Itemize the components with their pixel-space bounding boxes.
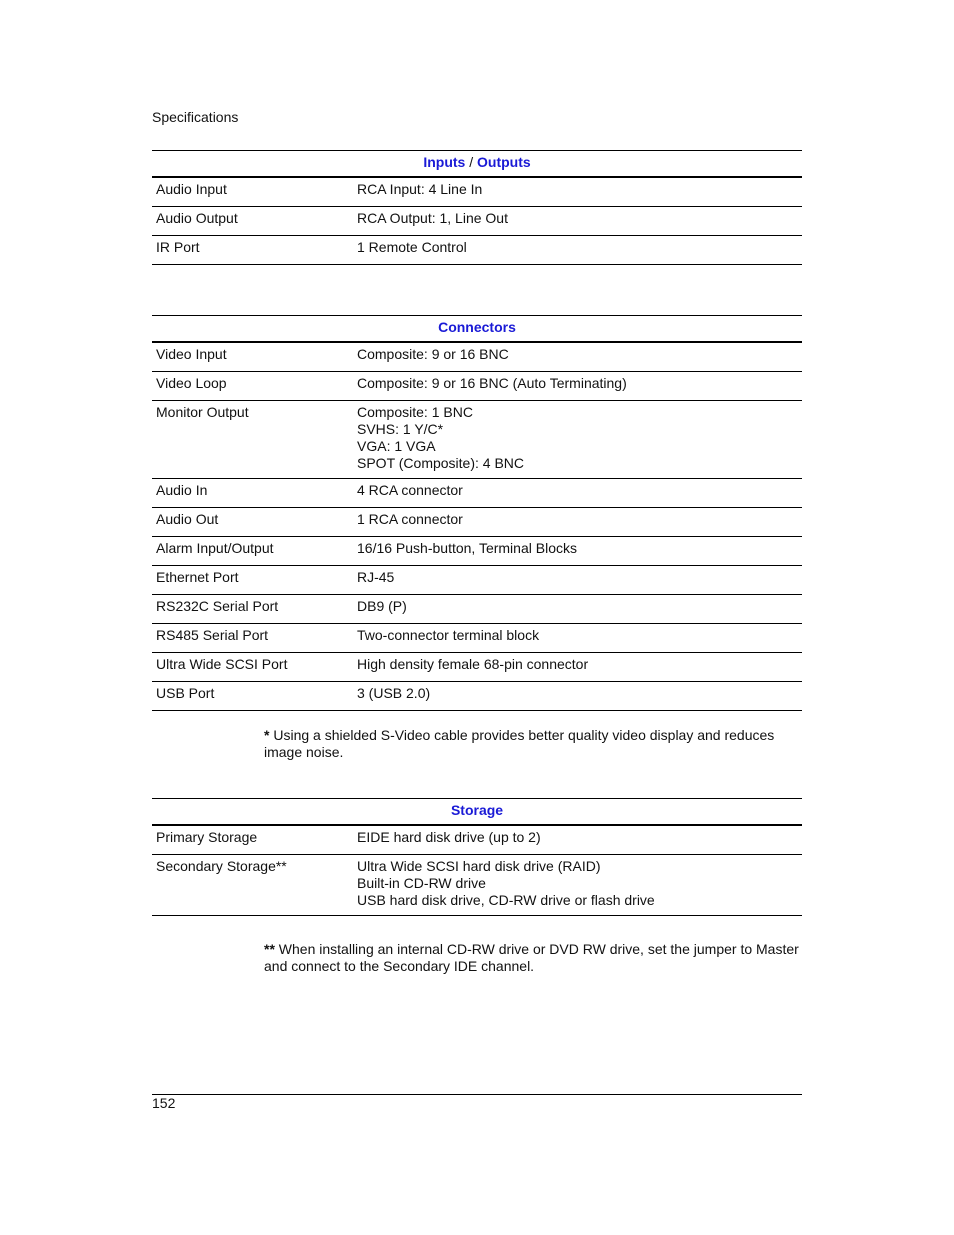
row-value	[357, 181, 802, 200]
row-value	[357, 598, 802, 617]
row-value-line: 16/16 Push-button, Terminal Blocks	[357, 540, 577, 556]
row-value	[357, 511, 802, 530]
row-value	[357, 627, 802, 646]
table-row	[152, 653, 802, 682]
row-value	[357, 482, 802, 501]
table-row	[152, 343, 802, 372]
row-label: RS232C Serial Port	[156, 598, 279, 614]
table-title-outputs: Outputs	[477, 154, 531, 170]
table-row	[152, 595, 802, 624]
row-label: Video Loop	[156, 375, 227, 391]
row-label: RS485 Serial Port	[156, 627, 269, 643]
table-row	[152, 207, 802, 236]
table-row	[152, 236, 802, 265]
row-value-line: EIDE hard disk drive (up to 2)	[357, 829, 541, 845]
row-value-line: SVHS: 1 Y/C*	[357, 421, 444, 437]
row-value	[357, 829, 802, 848]
table-row	[152, 401, 802, 479]
footnote-marker: *	[264, 727, 270, 743]
row-value	[357, 540, 802, 559]
row-label: IR Port	[156, 239, 200, 255]
table-row	[152, 372, 802, 401]
table-row	[152, 537, 802, 566]
row-value-line: 4 RCA connector	[357, 482, 463, 498]
row-value	[357, 210, 802, 229]
footnote-text: When installing an internal CD-RW drive or DVD RW drive, set the jumper to Master and connect to the Secondary IDE channel.	[264, 941, 799, 974]
table-row	[152, 624, 802, 653]
row-value	[357, 685, 802, 704]
table-heading: Storage	[152, 799, 802, 826]
table-heading	[152, 151, 802, 178]
row-value-line: Two-connector terminal block	[357, 627, 540, 643]
row-value-line: 3 (USB 2.0)	[357, 685, 431, 701]
row-label: Audio Input	[156, 181, 227, 197]
row-value-line: Composite: 9 or 16 BNC (Auto Terminating)	[357, 375, 627, 391]
storage-table	[152, 798, 802, 916]
row-label: Monitor Output	[156, 404, 249, 420]
row-label: Video Input	[156, 346, 227, 362]
row-value-line: RCA Output: 1, Line Out	[357, 210, 508, 226]
table-title-inputs: Inputs	[423, 154, 466, 170]
table-row	[152, 682, 802, 711]
row-label: Audio Out	[156, 511, 219, 527]
row-value-line: RJ-45	[357, 569, 395, 585]
footnote-marker: **	[264, 941, 275, 957]
row-label: Ultra Wide SCSI Port	[156, 656, 288, 672]
connectors-table	[152, 315, 802, 711]
row-label: Ethernet Port	[156, 569, 239, 585]
footer-rule	[152, 1094, 802, 1095]
row-value	[357, 346, 802, 365]
row-label: Alarm Input/Output	[156, 540, 274, 556]
row-label: Secondary Storage**	[156, 858, 287, 874]
row-value-line: Built-in CD-RW drive	[357, 875, 486, 891]
row-value-line: USB hard disk drive, CD-RW drive or flash drive	[357, 892, 655, 908]
table-row	[152, 479, 802, 508]
row-value-line: 1 RCA connector	[357, 511, 463, 527]
row-value-line: Composite: 9 or 16 BNC	[357, 346, 509, 362]
table-row	[152, 566, 802, 595]
row-value-line: 1 Remote Control	[357, 239, 467, 255]
page-number: 152	[152, 1095, 176, 1111]
row-value-line: RCA Input: 4 Line In	[357, 181, 483, 197]
footnote-text: Using a shielded S-Video cable provides better quality video display and reduces image noise.	[264, 727, 775, 760]
row-value	[357, 858, 802, 909]
row-value-line: Ultra Wide SCSI hard disk drive (RAID)	[357, 858, 601, 874]
row-value-line: High density female 68-pin connector	[357, 656, 589, 672]
row-label: Primary Storage	[156, 829, 258, 845]
table-row	[152, 178, 802, 207]
table-row	[152, 508, 802, 537]
table-title-separator: /	[469, 154, 474, 170]
row-value-line: SPOT (Composite): 4 BNC	[357, 455, 525, 471]
row-label: USB Port	[156, 685, 215, 701]
footnote-cdrw	[264, 941, 804, 975]
row-label: Audio Output	[156, 210, 238, 226]
running-header: Specifications	[152, 109, 239, 125]
row-value	[357, 656, 802, 675]
table-heading: Connectors	[152, 316, 802, 343]
row-value	[357, 404, 802, 472]
footnote-svideo	[264, 727, 804, 761]
row-value	[357, 239, 802, 258]
row-value-line: Composite: 1 BNC	[357, 404, 473, 420]
inputs-outputs-table	[152, 150, 802, 265]
row-value	[357, 375, 802, 394]
row-value	[357, 569, 802, 588]
table-row	[152, 855, 802, 916]
table-row	[152, 826, 802, 855]
row-value-line: VGA: 1 VGA	[357, 438, 436, 454]
row-label: Audio In	[156, 482, 208, 498]
row-value-line: DB9 (P)	[357, 598, 407, 614]
